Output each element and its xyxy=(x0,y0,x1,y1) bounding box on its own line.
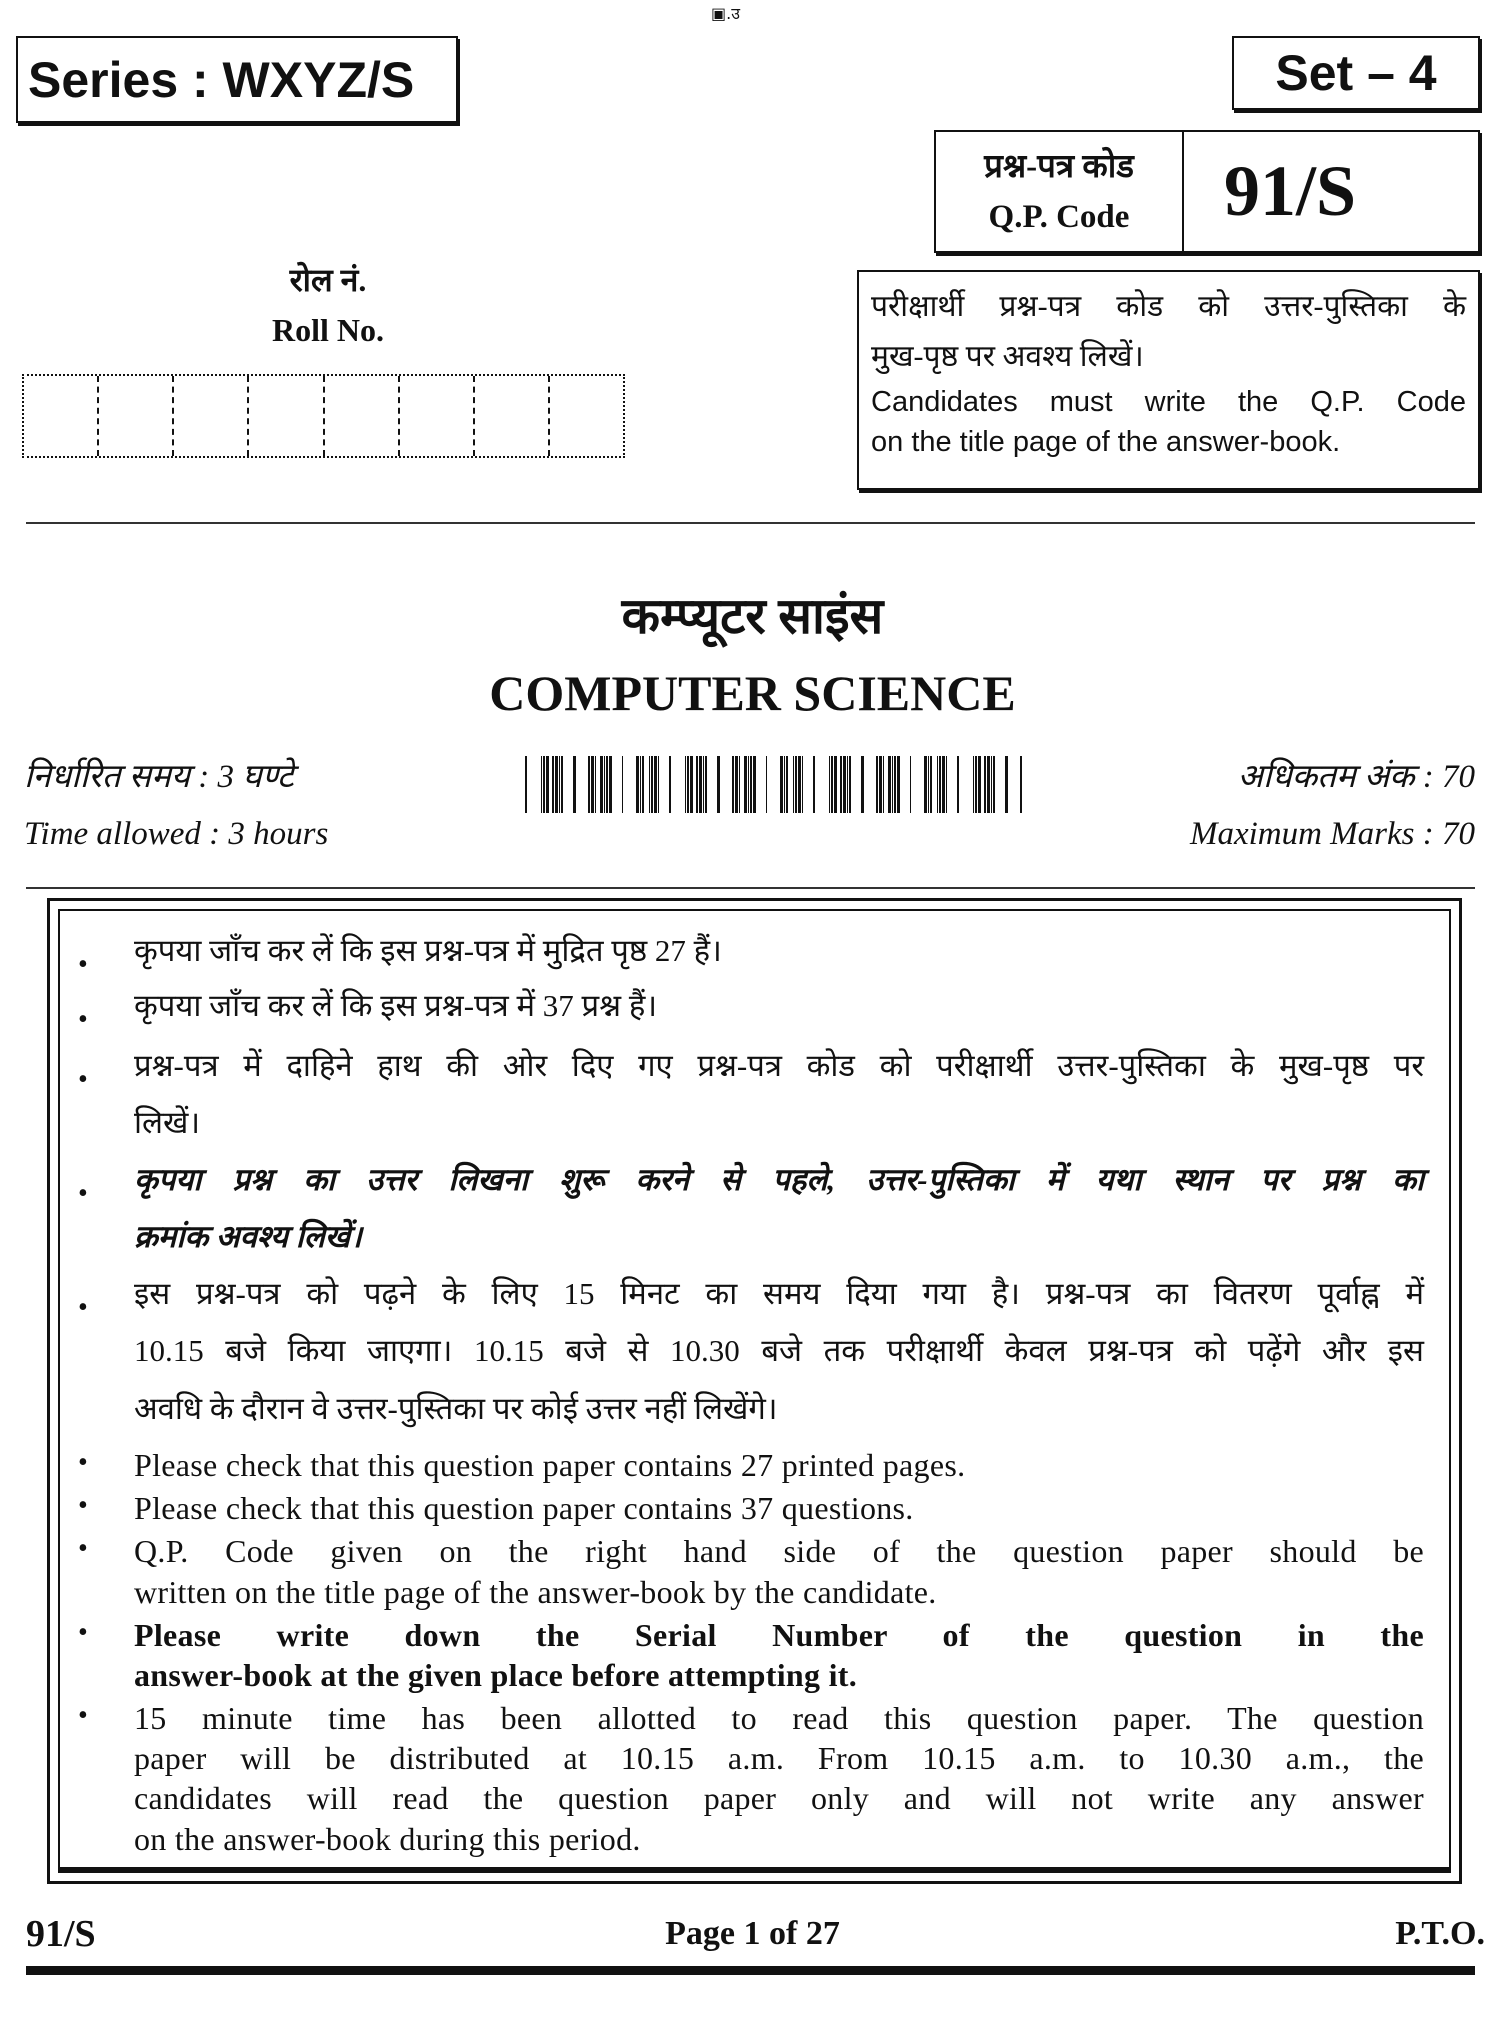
barcode-bar xyxy=(978,756,981,813)
instruction-line: Q.P. Code given on the right hand side of the question paper should be xyxy=(134,1533,1424,1569)
barcode-bar xyxy=(946,756,947,813)
instruction-hindi-line: कृपया जाँच कर लें कि इस प्रश्न-पत्र में मुद्रित पृष्ठ 27 हैं। xyxy=(134,933,722,968)
barcode-bar xyxy=(685,756,686,813)
barcode-bar xyxy=(669,756,671,813)
footer-code: 91/S xyxy=(26,1913,96,1955)
barcode-bar xyxy=(636,756,639,813)
barcode-bar xyxy=(717,756,720,813)
bullet-icon: • xyxy=(78,949,88,980)
barcode-bar xyxy=(555,756,558,813)
barcode-bar xyxy=(795,756,797,813)
bullet-icon: • xyxy=(78,1447,88,1478)
barcode-bar xyxy=(735,756,738,813)
instruction-en-2: on the title page of the answer-book. xyxy=(871,426,1341,458)
barcode-bar xyxy=(987,756,990,813)
barcode-bar xyxy=(573,756,576,813)
divider xyxy=(26,522,1475,524)
instruction-hindi-line: प्रश्न-पत्र में दाहिने हाथ की ओर दिए गए प्रश्न-पत्र कोड को परीक्षार्थी उत्तर-पुस्तिका के मुख-पृष्ठ पर xyxy=(134,1048,1424,1083)
barcode-bar xyxy=(876,756,878,813)
instruction-line: Please check that this question paper contains 27 printed pages. xyxy=(134,1447,966,1483)
barcode-bar xyxy=(750,756,752,813)
barcode-bar xyxy=(847,756,848,813)
barcode-bar xyxy=(622,756,623,813)
barcode-bar xyxy=(654,756,657,813)
barcode-bar xyxy=(888,756,891,813)
divider xyxy=(26,887,1475,889)
instruction-line: on the answer-book during this period. xyxy=(134,1821,641,1857)
barcode-bar xyxy=(705,756,707,813)
bullet-icon: • xyxy=(78,1178,88,1209)
roll-no-input[interactable] xyxy=(22,374,625,458)
barcode-bar xyxy=(732,756,734,813)
qp-code-box xyxy=(934,130,1480,253)
bullet-icon: • xyxy=(78,1004,88,1035)
instruction-line: Please check that this question paper contains 37 questions. xyxy=(134,1490,914,1526)
barcode-bar xyxy=(786,756,788,813)
barcode-bar xyxy=(849,756,851,813)
subject-title-hindi: कम्प्यूटर साइंस xyxy=(621,588,884,644)
barcode-bar xyxy=(699,756,702,813)
barcode-bar xyxy=(651,756,653,813)
barcode-bar xyxy=(780,756,783,813)
instruction-hindi-line: इस प्रश्न-पत्र को पढ़ने के लिए 15 मिनट का समय दिया गया है। प्रश्न-पत्र का वितरण पूर्वाह्न में xyxy=(134,1276,1424,1311)
barcode-bar xyxy=(744,756,747,813)
barcode-bar xyxy=(957,756,959,813)
barcode-bar xyxy=(802,756,803,813)
instruction-line: candidates will read the question paper only and will not write any answer xyxy=(134,1780,1424,1816)
barcode-bar xyxy=(939,756,941,813)
barcode-bar xyxy=(588,756,590,813)
barcode-bar xyxy=(897,756,900,813)
instruction-line: Please write down the Serial Number of the question in the xyxy=(134,1617,1424,1653)
instruction-line: 15 minute time has been allotted to read this question paper. The question xyxy=(134,1700,1424,1736)
barcode-bar xyxy=(552,756,554,813)
footer-rule xyxy=(26,1966,1475,1975)
barcode-bar xyxy=(766,756,767,813)
qp-code-instruction xyxy=(857,270,1480,490)
barcode-bar xyxy=(748,756,749,813)
qr-mark: ▣.उ xyxy=(711,4,740,23)
bullet-icon: • xyxy=(78,1700,88,1731)
barcode-bar xyxy=(928,756,929,813)
barcode-bar xyxy=(595,756,596,813)
barcode-bar xyxy=(561,756,563,813)
instruction-line: answer-book at the given place before attempting it. xyxy=(134,1657,858,1693)
page-number: Page 1 of 27 xyxy=(665,1915,840,1952)
barcode-bar xyxy=(658,756,659,813)
barcode-bar xyxy=(604,756,605,813)
barcode-bar xyxy=(606,756,608,813)
barcode-bar xyxy=(993,756,995,813)
barcode-bar xyxy=(879,756,882,813)
barcode-bar xyxy=(973,756,974,813)
barcode-bar xyxy=(991,756,992,813)
bullet-icon: • xyxy=(78,1292,88,1323)
barcode-bar xyxy=(892,756,893,813)
bullet-icon: • xyxy=(78,1064,88,1095)
barcode-bar xyxy=(798,756,801,813)
instruction-hindi-line: कृपया प्रश्न का उत्तर लिखना शुरू करने से पहले, उत्तर-पुस्तिका में यथा स्थान पर प्रश्न का xyxy=(134,1162,1424,1197)
barcode-bar xyxy=(834,756,837,813)
instruction-hindi-line: 10.15 बजे किया जाएगा। 10.15 बजे से 10.30 बजे तक परीक्षार्थी केवल प्रश्न-पत्र को पढ़ेंगे और इस xyxy=(134,1333,1424,1368)
barcode-bar xyxy=(546,756,549,813)
pto-label: P.T.O. xyxy=(1395,1915,1485,1952)
roll-no-label-hindi: रोल नं. xyxy=(289,262,367,298)
instruction-en-1: Candidates must write the Q.P. Code xyxy=(871,386,1466,418)
barcode-bar xyxy=(975,756,977,813)
barcode-bar xyxy=(559,756,560,813)
barcode-bar xyxy=(1020,756,1022,813)
barcode-bar xyxy=(640,756,641,813)
roll-no-label: Roll No. xyxy=(272,312,384,348)
barcode-bar xyxy=(829,756,830,813)
bullet-icon: • xyxy=(78,1533,88,1564)
barcode-bar xyxy=(696,756,698,813)
barcode-bar xyxy=(739,756,740,813)
bullet-icon: • xyxy=(78,1490,88,1521)
instruction-hindi-line: क्रमांक अवश्य लिखें। xyxy=(134,1219,362,1254)
barcode-bar xyxy=(543,756,545,813)
barcode-bar xyxy=(984,756,986,813)
set-label: Set – 4 xyxy=(1232,36,1480,110)
instruction-line: paper will be distributed at 10.15 a.m. From 10.15 a.m. to 10.30 a.m., the xyxy=(134,1740,1424,1776)
barcode-bar xyxy=(591,756,594,813)
instruction-hindi-1: परीक्षार्थी प्रश्न-पत्र कोड को उत्तर-पुस्तिका के xyxy=(871,290,1466,323)
qp-code-label-hindi: प्रश्न-पत्र कोड xyxy=(984,148,1134,185)
barcode-bar xyxy=(793,756,794,813)
instruction-hindi-line: अवधि के दौरान वे उत्तर-पुस्तिका पर कोई उत्तर नहीं लिखेंगे। xyxy=(134,1391,778,1426)
bullet-icon: • xyxy=(78,1617,88,1648)
time-allowed-hindi: निर्धारित समय : 3 घण्टे xyxy=(24,759,294,795)
barcode-bar xyxy=(541,756,542,813)
barcode-bar xyxy=(861,756,864,813)
time-allowed: Time allowed : 3 hours xyxy=(24,816,329,852)
instruction-hindi-2: मुख-पृष्ठ पर अवश्य लिखें। xyxy=(871,340,1144,373)
subject-title: COMPUTER SCIENCE xyxy=(489,665,1016,721)
barcode-bar xyxy=(753,756,756,813)
barcode-bar xyxy=(930,756,932,813)
barcode xyxy=(519,756,1025,813)
series-label: Series : WXYZ/S xyxy=(16,36,458,123)
barcode-bar xyxy=(883,756,884,813)
barcode-bar xyxy=(703,756,704,813)
barcode-bar xyxy=(843,756,846,813)
max-marks: Maximum Marks : 70 xyxy=(1189,816,1475,852)
barcode-bar xyxy=(840,756,842,813)
barcode-bar xyxy=(690,756,693,813)
barcode-bar xyxy=(910,756,911,813)
qp-code-label: Q.P. Code xyxy=(988,198,1130,235)
instruction-hindi-line: लिखें। xyxy=(134,1105,201,1140)
barcode-bar xyxy=(600,756,603,813)
barcode-bar xyxy=(525,756,527,813)
barcode-bar xyxy=(813,756,815,813)
barcode-bar xyxy=(609,756,612,813)
barcode-bar xyxy=(942,756,945,813)
barcode-bar xyxy=(687,756,689,813)
barcode-bar xyxy=(831,756,833,813)
barcode-bar xyxy=(1005,756,1008,813)
barcode-bar xyxy=(784,756,785,813)
instruction-hindi-line: कृपया जाँच कर लें कि इस प्रश्न-पत्र में 37 प्रश्न हैं। xyxy=(134,988,658,1023)
instruction-line: written on the title page of the answer-book by the candidate. xyxy=(134,1574,937,1610)
barcode-bar xyxy=(894,756,896,813)
qp-code-value: 91/S xyxy=(1224,151,1357,231)
barcode-bar xyxy=(937,756,938,813)
barcode-bar xyxy=(649,756,650,813)
barcode-bar xyxy=(924,756,927,813)
max-marks-hindi: अधिकतम अंक : 70 xyxy=(1237,759,1475,795)
barcode-bar xyxy=(642,756,644,813)
